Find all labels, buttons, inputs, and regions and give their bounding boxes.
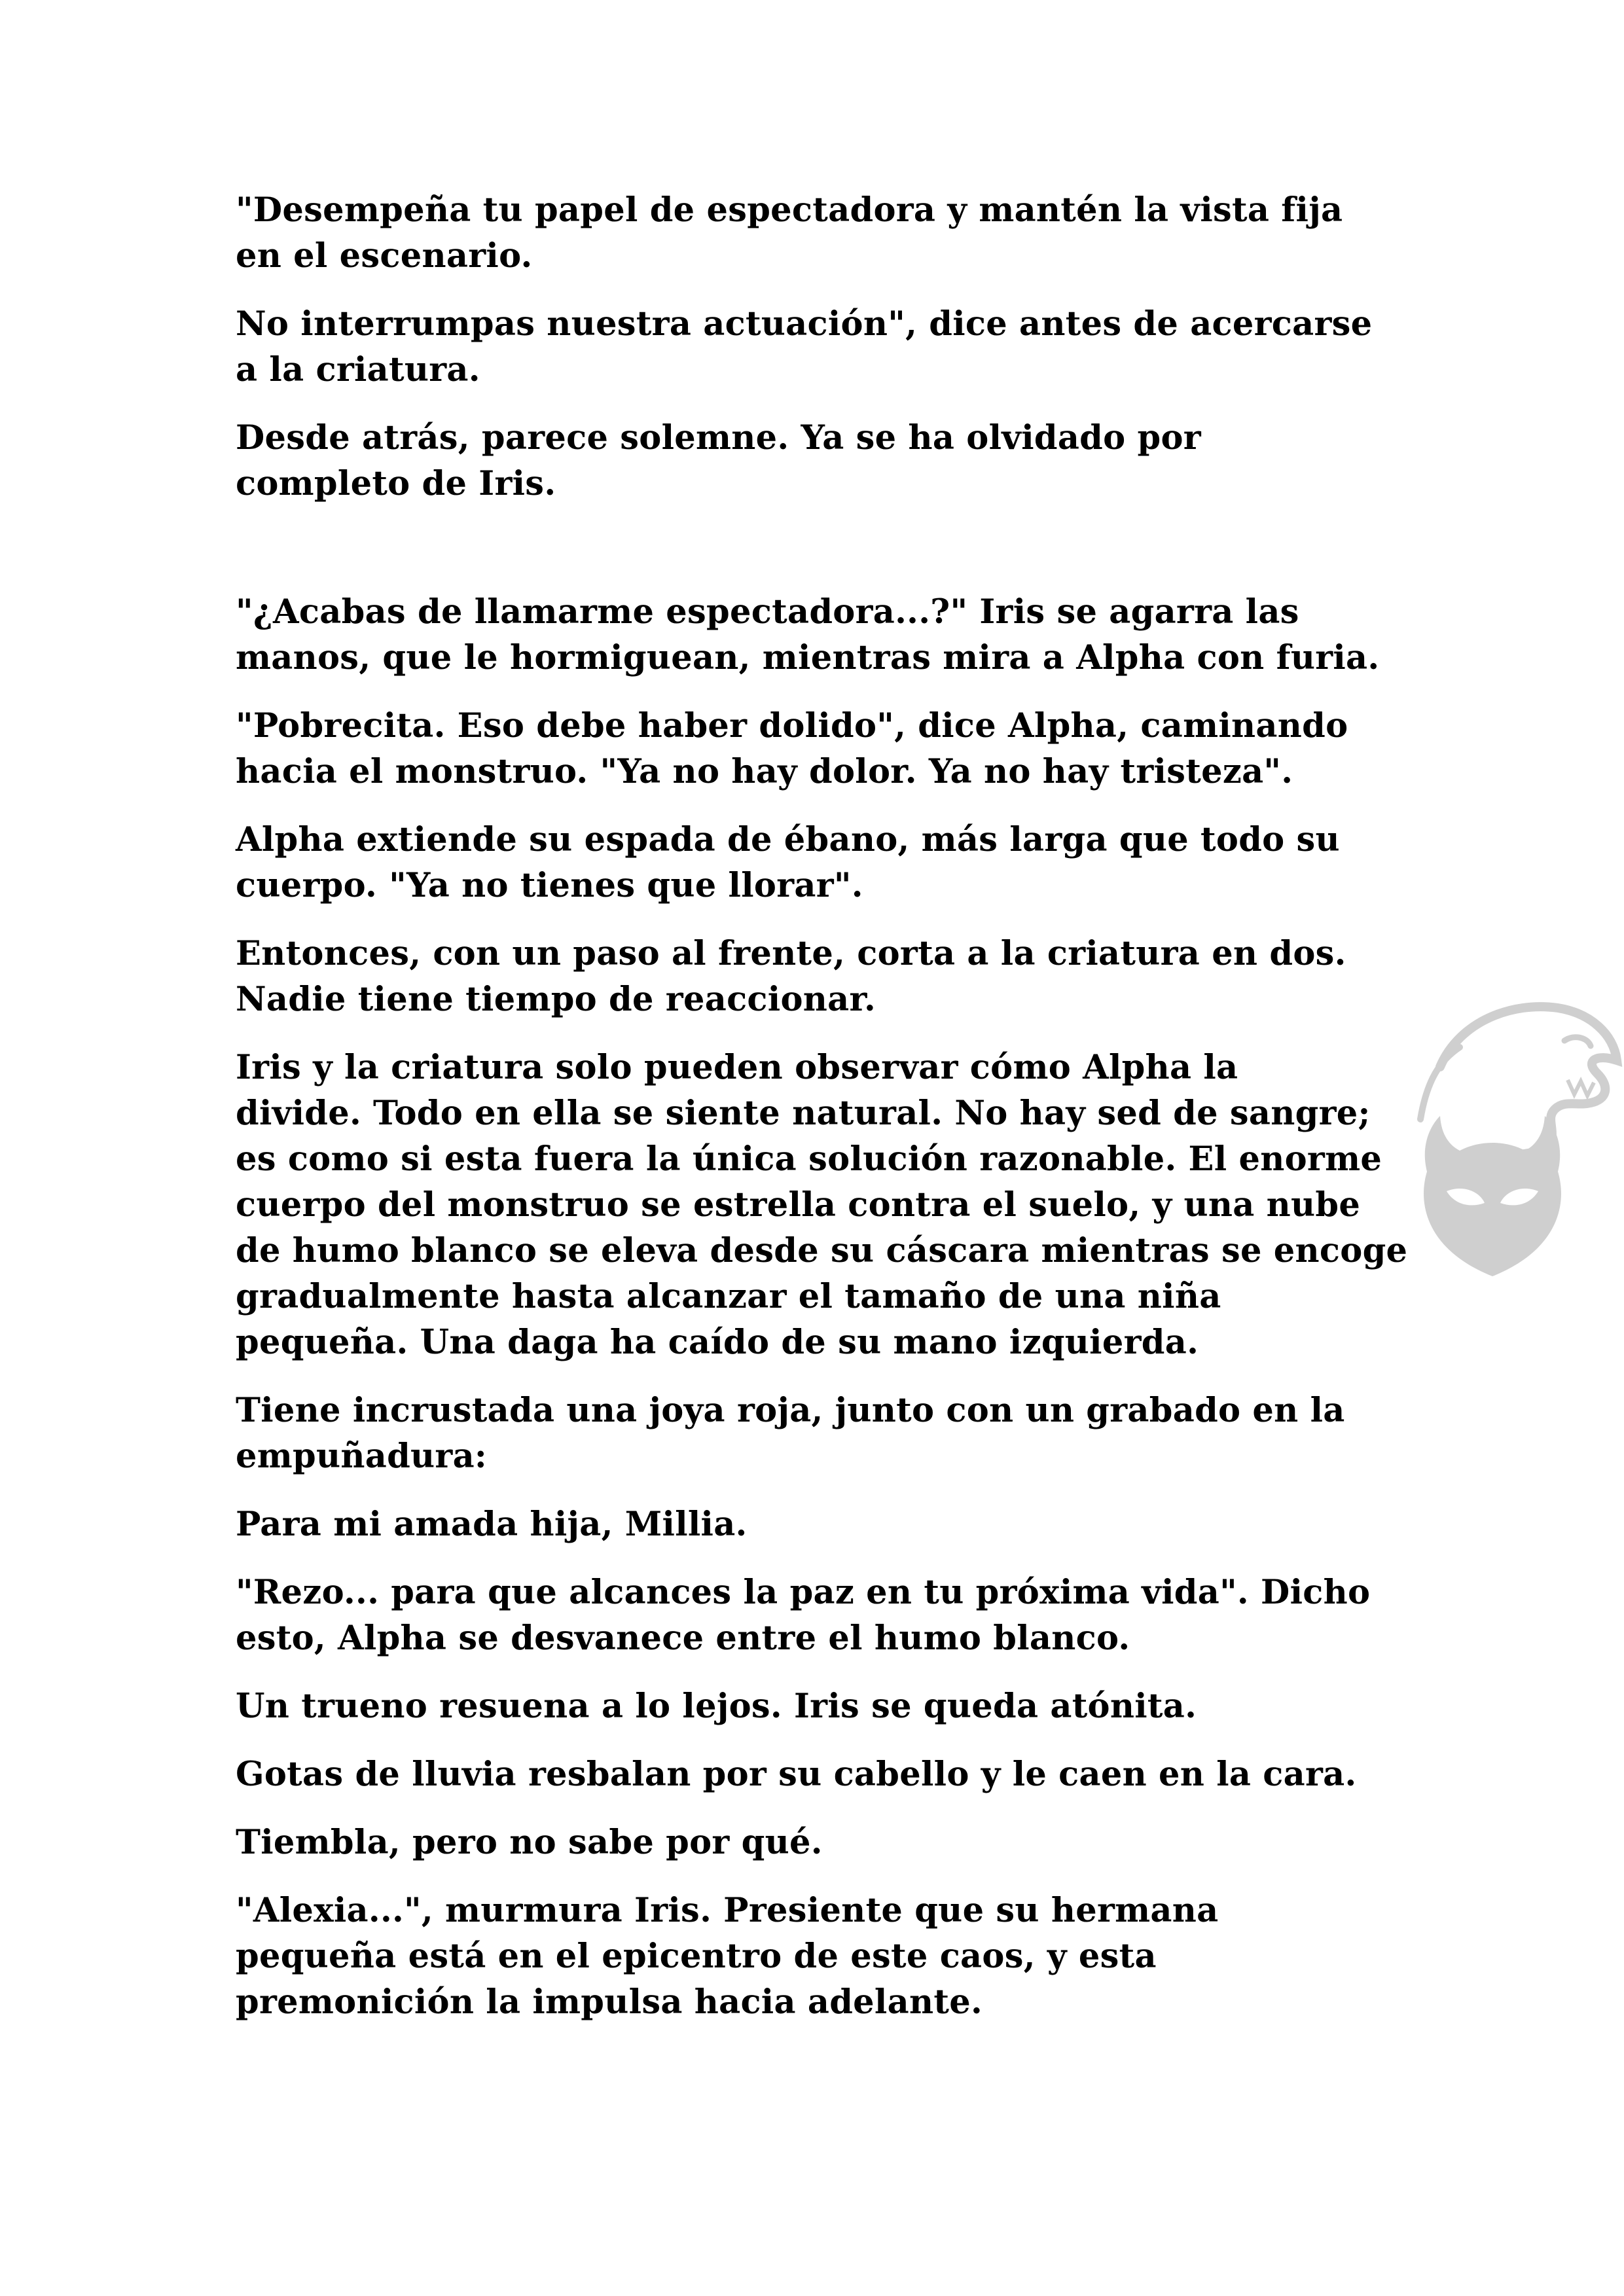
paragraph (236, 817, 1414, 908)
text-line: premonición la impulsa hacia adelante. (236, 1982, 983, 2022)
text-line: a la criatura. (236, 350, 480, 389)
text-line: en el escenario. (236, 236, 533, 276)
text-line: "Pobrecita. Eso debe haber dolido", dice Alpha, caminando (236, 706, 1348, 745)
paragraph (236, 1045, 1414, 1365)
paragraph (236, 415, 1414, 507)
paragraph (236, 1751, 1414, 1797)
text-column (236, 187, 1414, 2047)
dinosaur-devil-logo-icon (1401, 969, 1623, 1309)
text-line: Tiembla, pero no sabe por qué. (236, 1823, 823, 1862)
text-line: esto, Alpha se desvanece entre el humo blanco. (236, 1619, 1130, 1658)
text-line: "Alexia...", murmura Iris. Presiente que su hermana (236, 1891, 1219, 1930)
paragraph (236, 931, 1414, 1022)
text-line: "¿Acabas de llamarme espectadora...?" Iris se agarra las (236, 592, 1299, 632)
paragraph (236, 1388, 1414, 1479)
text-line: No interrumpas nuestra actuación", dice antes de acercarse (236, 304, 1373, 344)
text-line: Iris y la criatura solo pueden observar cómo Alpha la (236, 1048, 1238, 1087)
text-line: cuerpo. "Ya no tienes que llorar". (236, 866, 863, 905)
paragraph (236, 703, 1414, 795)
text-line: pequeña. Una daga ha caído de su mano izquierda. (236, 1323, 1199, 1362)
text-line: Para mi amada hija, Millia. (236, 1505, 748, 1544)
paragraph (236, 187, 1414, 279)
paragraph (236, 301, 1414, 393)
text-line: de humo blanco se eleva desde su cáscara mientras se encoge (236, 1231, 1408, 1270)
text-line: Nadie tiene tiempo de reaccionar. (236, 980, 876, 1019)
text-line: cuerpo del monstruo se estrella contra el suelo, y una nube (236, 1185, 1361, 1225)
text-line: Entonces, con un paso al frente, corta a la criatura en dos. (236, 934, 1346, 973)
text-line: completo de Iris. (236, 464, 556, 503)
text-line: "Desempeña tu papel de espectadora y mantén la vista fija (236, 190, 1343, 230)
paragraph (236, 1683, 1414, 1729)
text-line: Gotas de lluvia resbalan por su cabello y le caen en la cara. (236, 1755, 1357, 1794)
paragraph (236, 1501, 1414, 1547)
text-line: divide. Todo en ella se siente natural. No hay sed de sangre; (236, 1094, 1371, 1133)
paragraph (236, 1888, 1414, 2025)
text-line: empuñadura: (236, 1437, 488, 1476)
text-line: Un trueno resuena a lo lejos. Iris se queda atónita. (236, 1687, 1197, 1726)
paragraph (236, 1820, 1414, 1865)
text-line: gradualmente hasta alcanzar el tamaño de una niña (236, 1277, 1221, 1316)
scene-break (236, 529, 1414, 589)
text-line: Alpha extiende su espada de ébano, más larga que todo su (236, 820, 1340, 859)
text-line: manos, que le hormiguean, mientras mira a Alpha con furia. (236, 638, 1380, 677)
text-line: Desde atrás, parece solemne. Ya se ha olvidado por (236, 418, 1201, 457)
text-line: "Rezo... para que alcances la paz en tu próxima vida". Dicho (236, 1573, 1371, 1612)
text-line: es como si esta fuera la única solución razonable. El enorme (236, 1139, 1382, 1179)
paragraph (236, 589, 1414, 681)
paragraph (236, 1570, 1414, 1661)
text-line: hacia el monstruo. "Ya no hay dolor. Ya no hay tristeza". (236, 752, 1293, 791)
text-line: pequeña está en el epicentro de este caos, y esta (236, 1937, 1157, 1976)
text-line: Tiene incrustada una joya roja, junto con un grabado en la (236, 1391, 1345, 1430)
